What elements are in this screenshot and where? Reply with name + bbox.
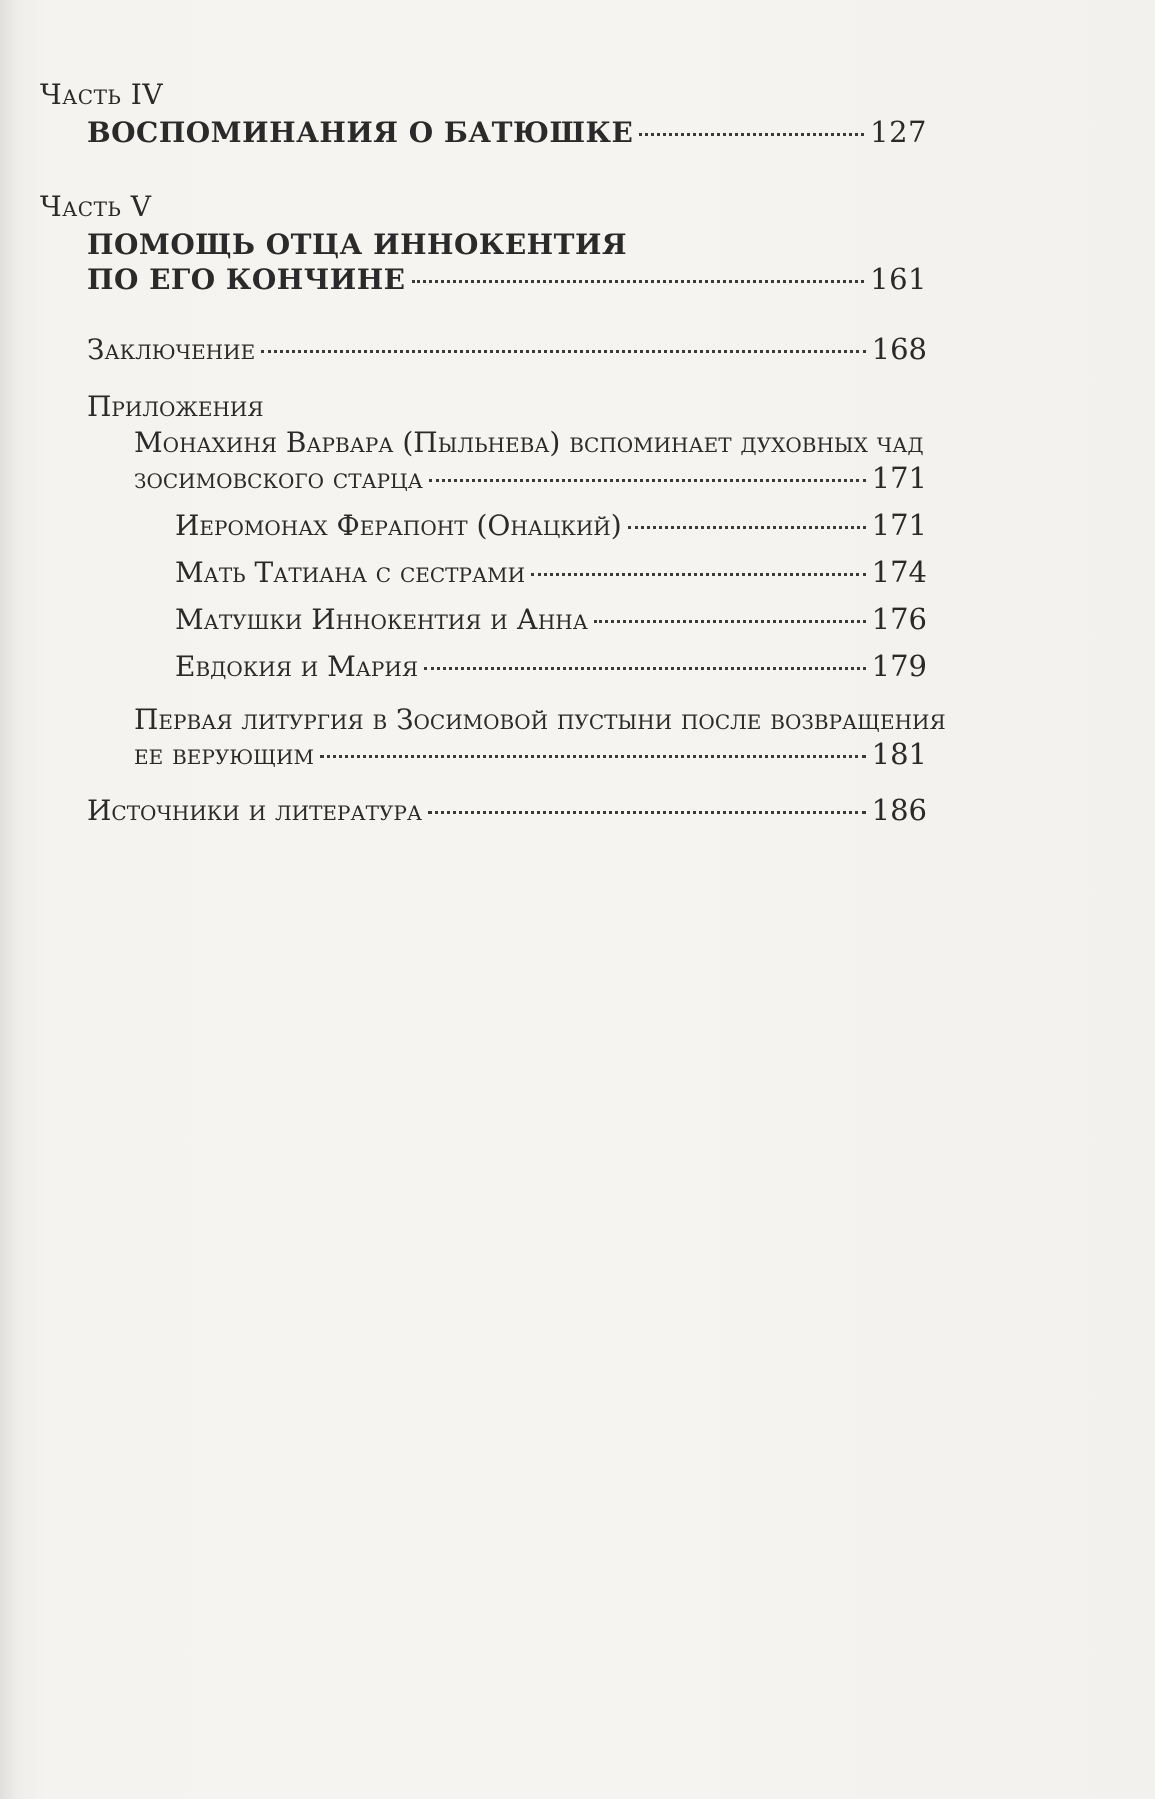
appendices-label: Приложения: [87, 390, 264, 423]
toc-entry-title: Евдокия и Мария: [175, 650, 418, 683]
toc-page-number: 174: [871, 555, 927, 589]
toc-entry-part-4[interactable]: [87, 115, 927, 149]
dot-leader: [428, 811, 866, 814]
toc-entry-title: ее верующим: [134, 738, 314, 771]
toc-page-number: 171: [871, 461, 927, 495]
toc-entry-title: ПО ЕГО КОНЧИНЕ: [87, 263, 406, 296]
toc-entry-title: Иеромонах Ферапонт (Онацкий): [175, 509, 622, 542]
part-5-title-line-1: ПОМОЩЬ ОТЦА ИННОКЕНТИЯ: [87, 228, 628, 261]
toc-entry-innokentia-anna[interactable]: [175, 602, 927, 636]
toc-entry-conclusion[interactable]: [87, 332, 927, 366]
appendix-liturgy-line-1: Первая литургия в Зосимовой пустыни после возвращения: [134, 703, 946, 736]
dot-leader: [429, 479, 866, 482]
dot-leader: [531, 573, 866, 576]
dot-leader: [320, 755, 866, 758]
toc-page-number: 127: [870, 115, 927, 149]
toc-page-number: 161: [870, 262, 927, 296]
page-edge-shadow: [0, 0, 18, 1799]
toc-entry-part-5[interactable]: [87, 262, 927, 296]
toc-page-number: 171: [871, 508, 927, 542]
toc-entry-evdokia-maria[interactable]: [175, 649, 927, 683]
toc-entry-title: Мать Татиана с сестрами: [175, 556, 526, 589]
dot-leader: [424, 667, 866, 670]
toc-page-number: 186: [871, 793, 927, 827]
dot-leader: [412, 280, 865, 283]
toc-entry-title: Источники и литература: [87, 794, 423, 827]
toc-entry-title: зосимовского старца: [134, 462, 423, 495]
toc-entry-barbara[interactable]: [134, 461, 927, 495]
dot-leader: [594, 620, 866, 623]
toc-entry-ferapont[interactable]: [175, 508, 927, 542]
part-5-label: Часть V: [40, 190, 152, 223]
dot-leader: [628, 526, 866, 529]
toc-page-number: 168: [871, 332, 927, 366]
appendix-barbara-line-1: Монахиня Варвара (Пыльнева) вспоминает духовных чад: [134, 426, 924, 459]
toc-page-number: 181: [871, 737, 927, 771]
dot-leader: [639, 133, 864, 136]
toc-entry-title: Заключение: [87, 333, 256, 366]
toc-entry-title: ВОСПОМИНАНИЯ О БАТЮШКЕ: [87, 116, 634, 149]
toc-entry-title: Матушки Иннокентия и Анна: [175, 603, 588, 636]
toc-page-number: 176: [871, 602, 927, 636]
part-4-label: Часть IV: [40, 78, 164, 111]
toc-entry-liturgy[interactable]: [134, 737, 927, 771]
toc-page-number: 179: [871, 649, 927, 683]
dot-leader: [261, 350, 865, 353]
toc-entry-sources[interactable]: [87, 793, 927, 827]
toc-entry-tatiana[interactable]: [175, 555, 927, 589]
